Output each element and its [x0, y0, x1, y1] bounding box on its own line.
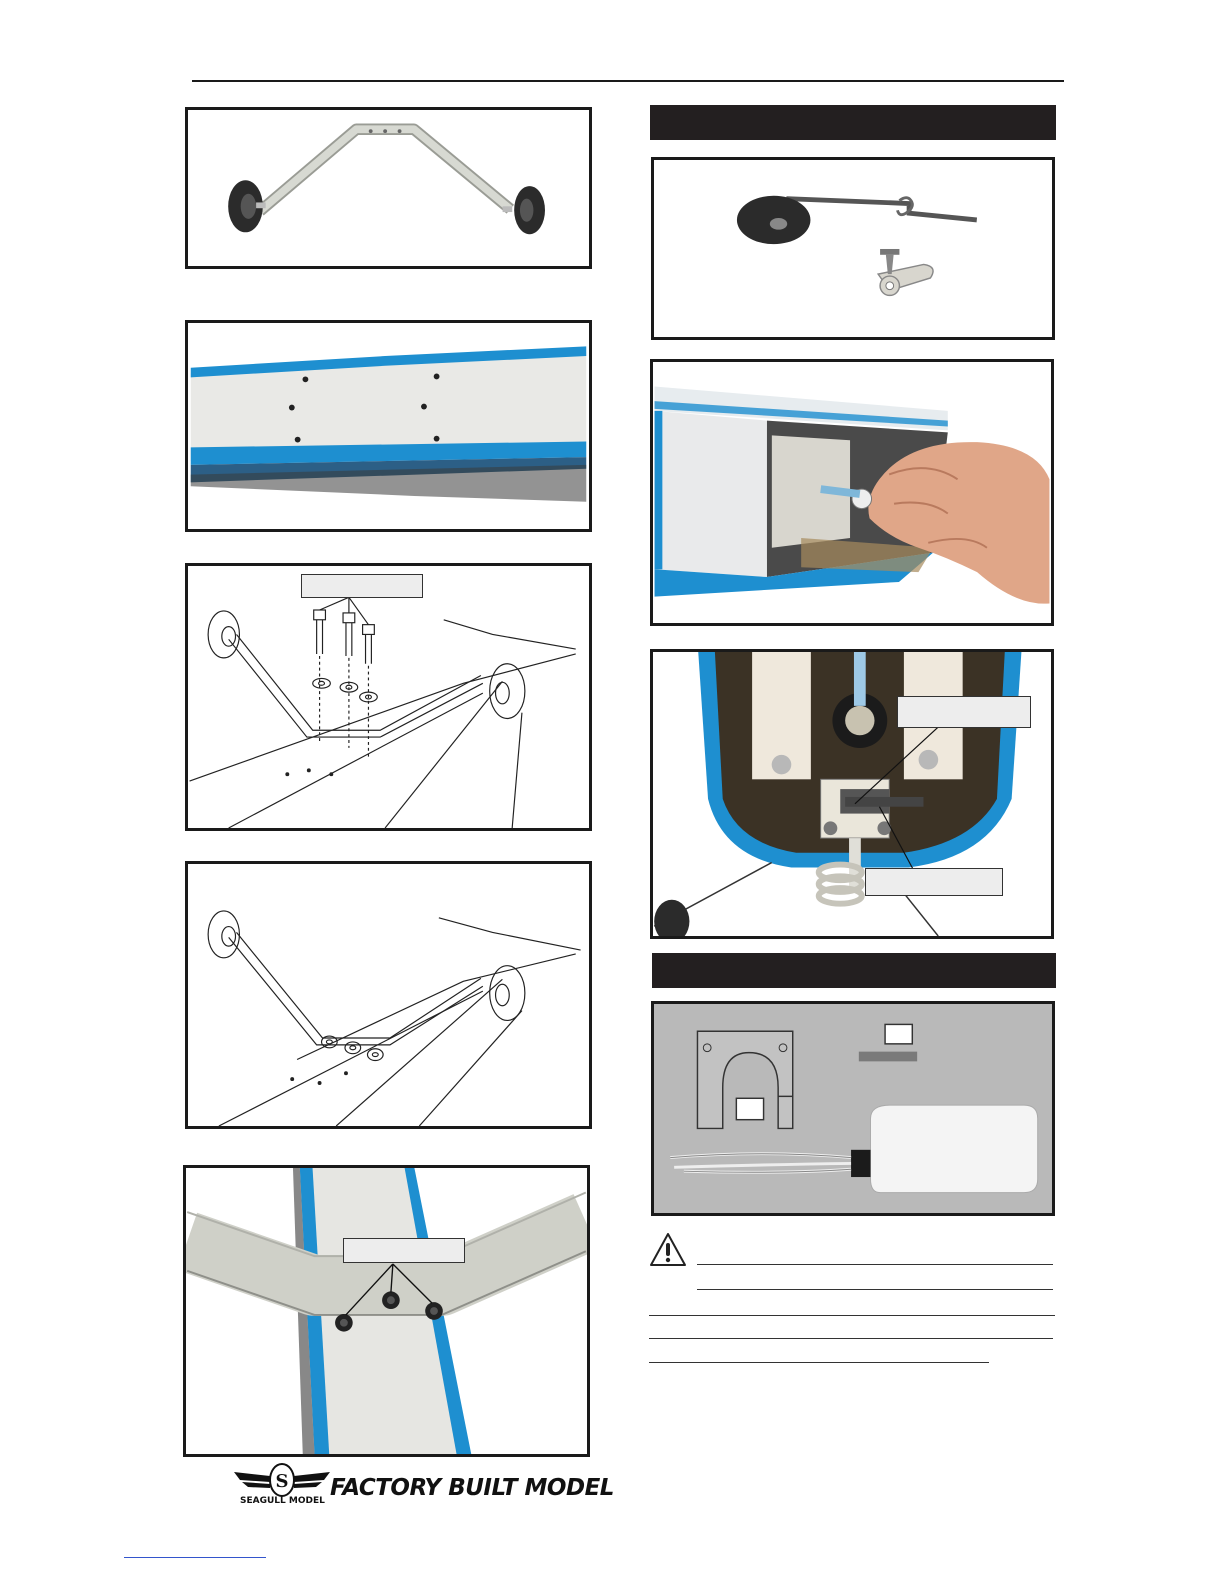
bottom-bolts-photo	[183, 1165, 590, 1457]
steering-callout-bottom	[865, 868, 1003, 896]
tail-gear-install-photo	[650, 359, 1054, 626]
gear-installed-drawing	[185, 861, 592, 1129]
warning-line-3	[649, 1315, 1055, 1316]
fuel-tank-kit-photo	[651, 1001, 1055, 1216]
footer-underline	[124, 1557, 266, 1558]
warning-icon	[649, 1232, 687, 1268]
tail-wheel-kit-image	[654, 160, 1052, 337]
gear-installed-image	[188, 864, 589, 1126]
steering-callout-top	[897, 696, 1031, 728]
fuel-tank-kit-image	[654, 1004, 1052, 1213]
fuselage-bottom-photo	[185, 320, 592, 532]
bolt-assembly-drawing	[185, 563, 592, 831]
warning-line-2	[697, 1289, 1053, 1290]
main-gear-photo	[185, 107, 592, 269]
svg-text:S: S	[275, 1471, 289, 1492]
warning-line-4	[649, 1338, 1053, 1339]
bolt-callout	[301, 574, 423, 598]
tail-wheel-kit-photo	[651, 157, 1055, 340]
seagull-logo	[232, 1460, 332, 1510]
bolt-assembly-image	[188, 566, 589, 828]
tail-gear-section-bar	[650, 105, 1056, 140]
tail-gear-install-image	[653, 362, 1051, 623]
brand-small-text: SEAGULL MODEL	[240, 1496, 325, 1506]
fuel-tank-section-bar	[652, 953, 1056, 988]
brand-large-text: FACTORY BUILT MODEL	[330, 1475, 614, 1501]
warning-line-5	[649, 1362, 989, 1363]
steering-arm-photo	[650, 649, 1054, 939]
bottom-bolts-image	[186, 1168, 587, 1454]
bottom-bolt-callout	[343, 1238, 465, 1263]
fuselage-bottom-image	[188, 323, 589, 529]
warning-line-1	[697, 1264, 1053, 1265]
main-gear-image	[188, 110, 589, 266]
top-rule	[192, 80, 1064, 82]
